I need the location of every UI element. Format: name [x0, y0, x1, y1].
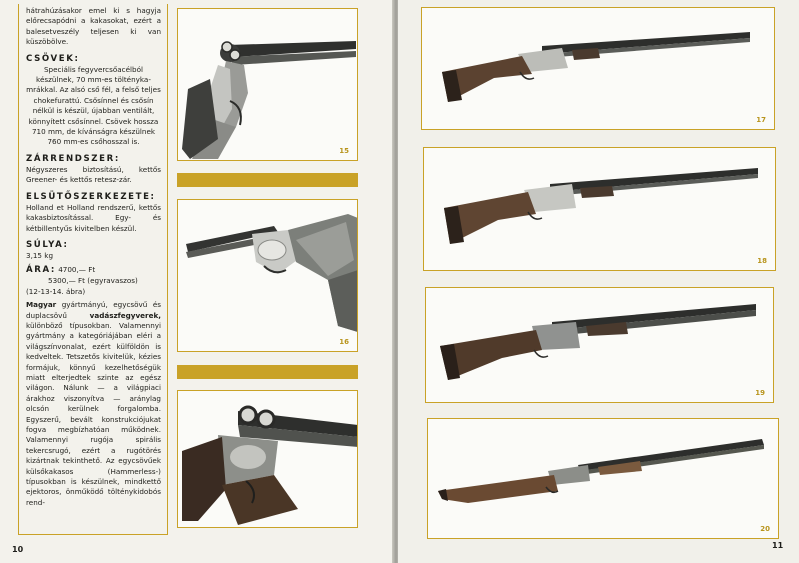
side-by-side-shotgun-18 — [424, 148, 776, 271]
figure-number-17: 17 — [756, 116, 766, 124]
side-by-side-shotgun-17 — [422, 8, 775, 130]
sulya-heading: SÚLYA: — [26, 239, 69, 250]
magyar-mid: gyártmányú, egycsövű és duplacsövű — [26, 300, 161, 320]
sulya-value: 3,15 kg — [26, 250, 54, 260]
ara-line1: 4700,— Ft — [58, 265, 96, 275]
figure-19 — [425, 287, 774, 403]
csovek-heading: CSÖVEK: — [26, 53, 80, 64]
over-under-shotgun-19 — [426, 288, 774, 403]
magyar-paragraph — [26, 300, 161, 508]
elsuto-body: Holland et Holland rendszerű, kettős kakasbiztosítással. Egy- és kétbillentyűs kivitelben készül. — [26, 202, 161, 233]
left-page — [0, 0, 394, 563]
zarrendszer-heading: ZÁRRENDSZER: — [26, 153, 120, 164]
ara-note: (12-13-14. ábra) — [26, 286, 86, 296]
ara-line2: 5300,— Ft (egyravaszos) — [48, 276, 138, 286]
page-number-left: 10 — [12, 545, 24, 554]
shotgun-action-photo — [178, 200, 358, 352]
opened-barrels-photo — [178, 391, 358, 528]
figure-15 — [177, 8, 358, 161]
magyar-lead: Magyar — [26, 300, 57, 310]
right-page — [398, 0, 799, 563]
intro-paragraph: hátrahúzásakor emel ki s hagyja előrecsapódni a kakasokat, ezért a balesetveszély teljesen ki van küszöbölve. — [26, 6, 161, 47]
elsuto-heading: ELSÜTŐSZERKEZETE: — [26, 191, 156, 202]
zarrendszer-body: Négyszeres biztosítású, kettős Greener- és kettős retesz-zár. — [26, 164, 161, 185]
page-number-right: 11 — [772, 541, 784, 550]
figure-16 — [177, 199, 358, 352]
accent-bar-1 — [177, 173, 358, 187]
opened-shotgun-photo — [178, 9, 358, 161]
shotgun-photo-20 — [428, 419, 779, 539]
magyar-bold: vadászfegyverek, — [89, 310, 161, 320]
figure-20 — [427, 418, 779, 539]
figure-18 — [423, 147, 776, 271]
figure-17 — [421, 7, 775, 130]
figure-number-19: 19 — [755, 389, 765, 397]
ara-heading: ÁRA: — [26, 265, 56, 276]
magyar-rest: különböző típusokban. Valamennyi gyártmány a kategóriájában eléri a világszínvonalat, ezért külföldön is kedveltek. Tetszetős kivitelük, kézies formájuk, könnyű kezelhetőségük miatt elterjedtek szinte az egész világon. Nálunk — a világpiaci árakhoz viszonyítva — aránylag olcsón kerülnek forgalomba. Egyszerű, bevált konstrukciójukat fogva megbízhatóan működnek. Valamennyi rugója spirális tekercsrugó, ezért a rugótörés kizártnak tekinthető. Az egycsövűek külsőkakasos (Hammerless-) típusokban is készülnek, mindkettő ejektoros, önműködő tölténykidobós rend- — [26, 320, 161, 507]
figure-open-barrels — [177, 390, 358, 528]
figure-number-16: 16 — [339, 338, 349, 346]
figure-number-18: 18 — [757, 257, 767, 265]
figure-number-15: 15 — [339, 147, 349, 155]
figure-number-20: 20 — [760, 525, 770, 533]
text-column — [18, 4, 168, 535]
csovek-body: Speciális fegyvercsőacélból készülnek, 70 mm-es tölténykamrákkal. Az alsó cső fél, a felső teljes chokefurattú. Csősínnel és csősín nélkül is készül, újabban ventilált, könnyített csősínnel. Csövek hossza 710 mm, de kívánságra készülnek 760 mm-es csőhosszal is. — [26, 64, 161, 147]
accent-bar-2 — [177, 365, 358, 379]
